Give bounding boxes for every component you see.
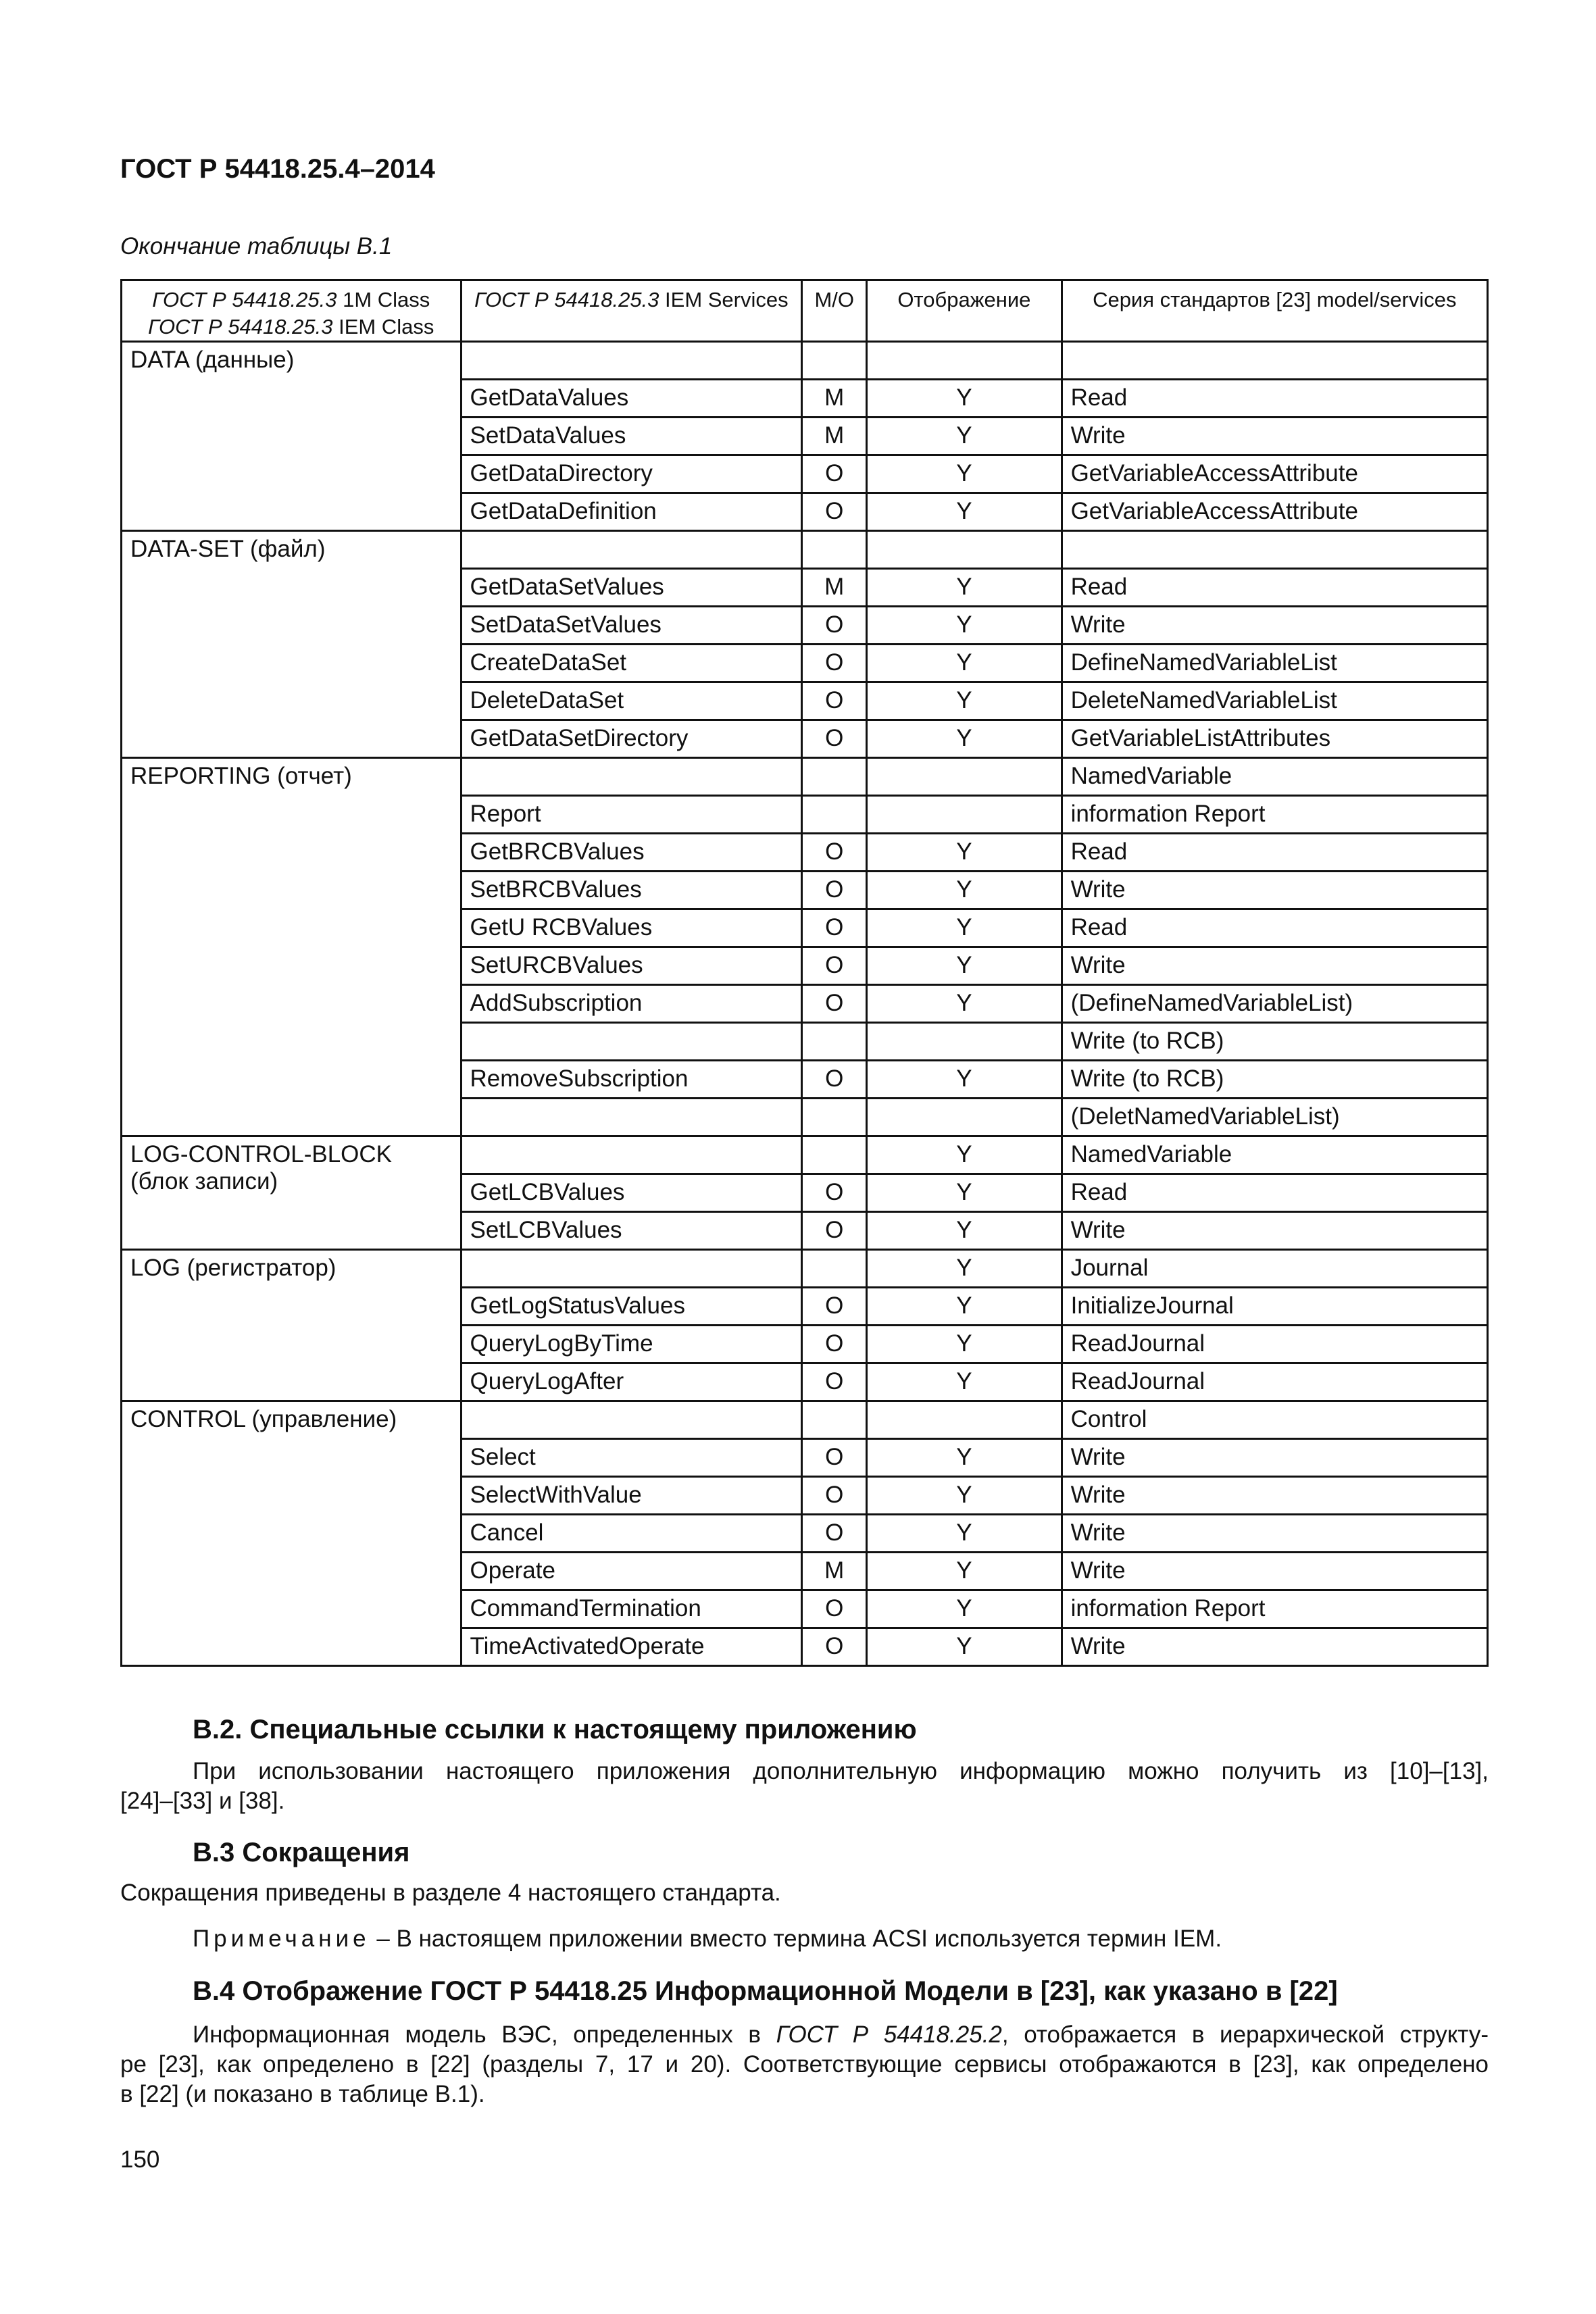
cell-service: CreateDataSet [461,645,802,682]
table-row [122,1401,1488,1439]
cell-mapping [867,1099,1062,1136]
cell-service: SetDataValues [461,418,802,455]
cell-standard: Write [1062,1212,1487,1250]
cell-standard: InitializeJournal [1062,1288,1487,1326]
cell-class: LOG (регистратор) [122,1250,462,1401]
cell-mo: O [802,1174,867,1212]
cell-mapping: Y [867,1477,1062,1515]
cell-service: QueryLogByTime [461,1326,802,1363]
table-row [122,1250,1488,1288]
cell-mapping: Y [867,493,1062,531]
cell-standard: Write [1062,1628,1487,1666]
cell-standard: Write (to RCB) [1062,1023,1487,1061]
page-number: 150 [120,2146,160,2173]
cell-service: GetBRCBValues [461,834,802,872]
cell-standard: information Report [1062,1590,1487,1628]
cell-service: CommandTermination [461,1590,802,1628]
note-text: – В настоящем приложении вместо термина ACSI используется термин IEM. [370,1926,1222,1952]
cell-mapping: Y [867,607,1062,645]
cell-standard: Write [1062,1515,1487,1553]
section-b3-title: B.3 Сокращения [193,1838,410,1867]
cell-service [461,1136,802,1174]
cell-mo [802,1023,867,1061]
cell-service: TimeActivatedOperate [461,1628,802,1666]
cell-mapping: Y [867,1326,1062,1363]
cell-mapping: Y [867,1628,1062,1666]
cell-mapping: Y [867,720,1062,758]
cell-mo: O [802,682,867,720]
cell-standard: GetVariableAccessAttribute [1062,455,1487,493]
cell-mo: O [802,1363,867,1401]
cell-mo: O [802,985,867,1023]
cell-standard [1062,342,1487,380]
cell-mo: O [802,947,867,985]
cell-service: AddSubscription [461,985,802,1023]
cell-mo: O [802,1515,867,1553]
cell-standard: Write [1062,1477,1487,1515]
cell-service [461,758,802,796]
cell-service: QueryLogAfter [461,1363,802,1401]
cell-service: Cancel [461,1515,802,1553]
cell-mo: M [802,569,867,607]
section-b3-note [193,1924,1222,1954]
cell-standard: DeleteNamedVariableList [1062,682,1487,720]
cell-mo: O [802,1477,867,1515]
cell-service: GetDataSetDirectory [461,720,802,758]
cell-standard: Write [1062,872,1487,909]
header-class: ГОСТ Р 54418.25.3 1M Class ГОСТ Р 54418.25.3 IEM Class [122,280,462,342]
cell-mo: O [802,493,867,531]
cell-mo: O [802,607,867,645]
section-b4-line1: Информационная модель ВЭС, определенных в ГОСТ Р 54418.25.2, отображается в иерархической структу- [193,2021,1489,2048]
cell-mo: O [802,720,867,758]
cell-mo [802,1250,867,1288]
cell-mapping: Y [867,872,1062,909]
cell-standard: DefineNamedVariableList [1062,645,1487,682]
cell-mapping [867,1023,1062,1061]
cell-class: DATA-SET (файл) [122,531,462,758]
cell-mapping: Y [867,985,1062,1023]
cell-standard: Read [1062,909,1487,947]
cell-mo: M [802,1553,867,1590]
cell-mo: O [802,645,867,682]
cell-standard: (DefineNamedVariableList) [1062,985,1487,1023]
cell-mapping: Y [867,909,1062,947]
cell-mo [802,796,867,834]
cell-mapping [867,796,1062,834]
cell-standard: Read [1062,1174,1487,1212]
cell-mapping: Y [867,1515,1062,1553]
section-b2-line2: [24]–[33] и [38]. [120,1788,285,1814]
table-body [122,342,1488,1666]
cell-mo [802,1401,867,1439]
cell-mapping: Y [867,1136,1062,1174]
cell-service: SetLCBValues [461,1212,802,1250]
cell-mapping: Y [867,569,1062,607]
cell-mapping: Y [867,1250,1062,1288]
cell-mo [802,1136,867,1174]
cell-mo: O [802,455,867,493]
cell-service: RemoveSubscription [461,1061,802,1099]
cell-service: GetDataDefinition [461,493,802,531]
mapping-table [120,279,1489,1667]
note-label: Примечание [193,1926,370,1952]
table-caption: Окончание таблицы B.1 [120,233,393,259]
cell-service [461,1099,802,1136]
section-b4-line2: ре [23], как определено в [22] (разделы 7, 17 и 20). Соответствующие сервисы отображаются в [23], как определено [120,2051,1489,2078]
cell-service: DeleteDataSet [461,682,802,720]
cell-mapping: Y [867,1061,1062,1099]
cell-mo [802,758,867,796]
cell-mapping: Y [867,1288,1062,1326]
cell-standard: Write (to RCB) [1062,1061,1487,1099]
cell-service [461,531,802,569]
table-row [122,1136,1488,1174]
cell-mapping [867,342,1062,380]
cell-standard: Write [1062,1553,1487,1590]
cell-standard: Write [1062,418,1487,455]
cell-standard: NamedVariable [1062,758,1487,796]
cell-mo [802,531,867,569]
cell-service: GetLCBValues [461,1174,802,1212]
cell-standard: Write [1062,607,1487,645]
cell-mapping: Y [867,380,1062,418]
cell-service: GetU RCBValues [461,909,802,947]
cell-service [461,1401,802,1439]
cell-mo: O [802,834,867,872]
cell-service [461,1023,802,1061]
cell-standard: GetVariableAccessAttribute [1062,493,1487,531]
cell-mo: O [802,909,867,947]
cell-standard: Read [1062,834,1487,872]
cell-standard: GetVariableListAttributes [1062,720,1487,758]
cell-service: Report [461,796,802,834]
document-header: ГОСТ Р 54418.25.4–2014 [120,154,435,184]
section-b4-line3: в [22] (и показано в таблице B.1). [120,2081,485,2107]
cell-standard: information Report [1062,796,1487,834]
cell-service: SetURCBValues [461,947,802,985]
header-mo: M/O [802,280,867,342]
cell-standard: Control [1062,1401,1487,1439]
table-row [122,342,1488,380]
cell-mo: O [802,1628,867,1666]
cell-service: SetBRCBValues [461,872,802,909]
header-mapping: Отображение [867,280,1062,342]
cell-mapping: Y [867,1590,1062,1628]
cell-service: SetDataSetValues [461,607,802,645]
cell-mapping: Y [867,645,1062,682]
cell-mo: O [802,1212,867,1250]
cell-mo: M [802,418,867,455]
cell-class: LOG-CONTROL-BLOCK (блок записи) [122,1136,462,1250]
cell-mo: O [802,1590,867,1628]
cell-service [461,342,802,380]
cell-mo: O [802,1061,867,1099]
section-b4-title: B.4 Отображение ГОСТ Р 54418.25 Информационной Модели в [23], как указано в [22] [193,1976,1338,2006]
section-b2-line1: При использовании настоящего приложения дополнительную информацию можно получить из [10]–[13], [193,1758,1489,1784]
table-row [122,531,1488,569]
cell-mo: O [802,1288,867,1326]
cell-mapping: Y [867,682,1062,720]
cell-service: GetLogStatusValues [461,1288,802,1326]
cell-mo [802,342,867,380]
cell-mapping: Y [867,418,1062,455]
cell-mo: O [802,872,867,909]
cell-service: SelectWithValue [461,1477,802,1515]
header-standard-series: Серия стандартов [23] model/services [1062,280,1487,342]
cell-mapping: Y [867,1174,1062,1212]
cell-mapping [867,1401,1062,1439]
cell-mapping [867,758,1062,796]
cell-mo: O [802,1439,867,1477]
cell-mapping: Y [867,455,1062,493]
cell-mapping [867,531,1062,569]
cell-mapping: Y [867,1363,1062,1401]
section-b2-title: B.2. Специальные ссылки к настоящему приложению [193,1715,917,1744]
section-b3-text: Сокращения приведены в разделе 4 настоящего стандарта. [120,1880,781,1906]
cell-standard: (DeletNamedVariableList) [1062,1099,1487,1136]
cell-standard: Read [1062,380,1487,418]
cell-service [461,1250,802,1288]
cell-standard: NamedVariable [1062,1136,1487,1174]
cell-mo [802,1099,867,1136]
cell-mapping: Y [867,834,1062,872]
cell-service: Select [461,1439,802,1477]
cell-mo: M [802,380,867,418]
table-row [122,758,1488,796]
cell-service: GetDataDirectory [461,455,802,493]
cell-standard: Read [1062,569,1487,607]
cell-mapping: Y [867,947,1062,985]
cell-mo: O [802,1326,867,1363]
cell-standard: ReadJournal [1062,1363,1487,1401]
cell-mapping: Y [867,1212,1062,1250]
cell-standard: Write [1062,947,1487,985]
cell-standard: Journal [1062,1250,1487,1288]
cell-mapping: Y [867,1553,1062,1590]
cell-mapping: Y [867,1439,1062,1477]
cell-standard [1062,531,1487,569]
cell-class: CONTROL (управление) [122,1401,462,1666]
cell-class: DATA (данные) [122,342,462,531]
cell-standard: Write [1062,1439,1487,1477]
header-services: ГОСТ Р 54418.25.3 IEM Services [461,280,802,342]
cell-service: GetDataSetValues [461,569,802,607]
cell-service: GetDataValues [461,380,802,418]
cell-service: Operate [461,1553,802,1590]
cell-class: REPORTING (отчет) [122,758,462,1136]
cell-standard: ReadJournal [1062,1326,1487,1363]
table-header-row [122,280,1488,342]
